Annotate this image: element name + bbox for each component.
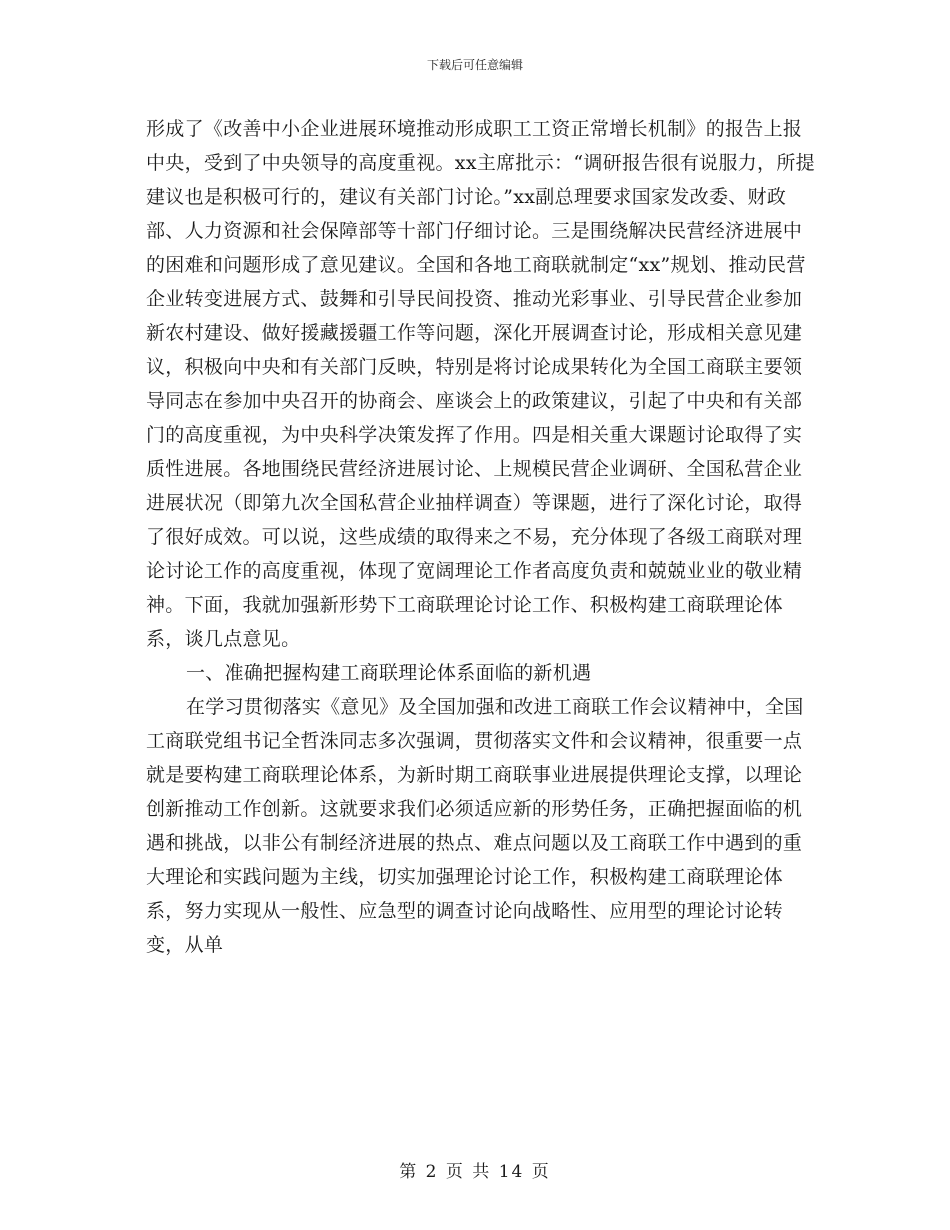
paragraph-continued: 形成了《改善中小企业进展环境推动形成职工工资正常增长机制》的报告上报中央，受到了中央领导的高度重视。xx主席批示：“调研报告很有说服力，所提建议也是积极可行的，建议有关部门讨论。”xx副总理要求国家发改委、财政部、人力资源和社会保障部等十部门仔细讨论。三是围绕解决民营经济进展中的困难和问题形成了意见建议。全国和各地工商联就制定“xx”规划、推动民营企业转变进展方式、鼓舞和引导民间投资、推动光彩事业、引导民营企业参加新农村建设、做好援藏援疆工作等问题，深化开展调查讨论，形成相关意见建议，积极向中央和有关部门反映，特别是将讨论成果转化为全国工商联主要领导同志在参加中央召开的协商会、座谈会上的政策建议，引起了中央和有关部门的高度重视，为中央科学决策发挥了作用。四是相关重大课题讨论取得了实质性进展。各地围绕民营经济进展讨论、上规模民营企业调研、全国私营企业进展状况（即第九次全国私营企业抽样调查）等课题，进行了深化讨论，取得了很好成效。可以说，这些成绩的取得来之不易，充分体现了各级工商联对理论讨论工作的高度重视，体现了宽阔理论工作者高度负责和兢兢业业的敬业精神。下面，我就加强新形势下工商联理论讨论工作、积极构建工商联理论体系，谈几点意见。	[146, 118, 815, 650]
page-header-note: 下载后可任意编辑	[426, 58, 523, 72]
document-body	[146, 112, 816, 962]
paragraph-section: 在学习贯彻落实《意见》及全国加强和改进工商联工作会议精神中，全国工商联党组书记全哲洙同志多次强调，贯彻落实文件和会议精神，很重要一点就是要构建工商联理论体系，为新时期工商联事业进展提供理论支撑，以理论创新推动工作创新。这就要求我们必须适应新的形势任务，正确把握面临的机遇和挑战，以非公有制经济进展的热点、难点问题以及工商联工作中遇到的重大理论和实践问题为主线，切实加强理论讨论工作，积极构建工商联理论体系，努力实现从一般性、应急型的调查讨论向战略性、应用型的理论讨论转变，从单	[146, 696, 804, 956]
section-heading: 一、准确把握构建工商联理论体系面临的新机遇	[186, 662, 592, 684]
page-number: 第 2 页 共 14 页	[399, 1162, 551, 1182]
